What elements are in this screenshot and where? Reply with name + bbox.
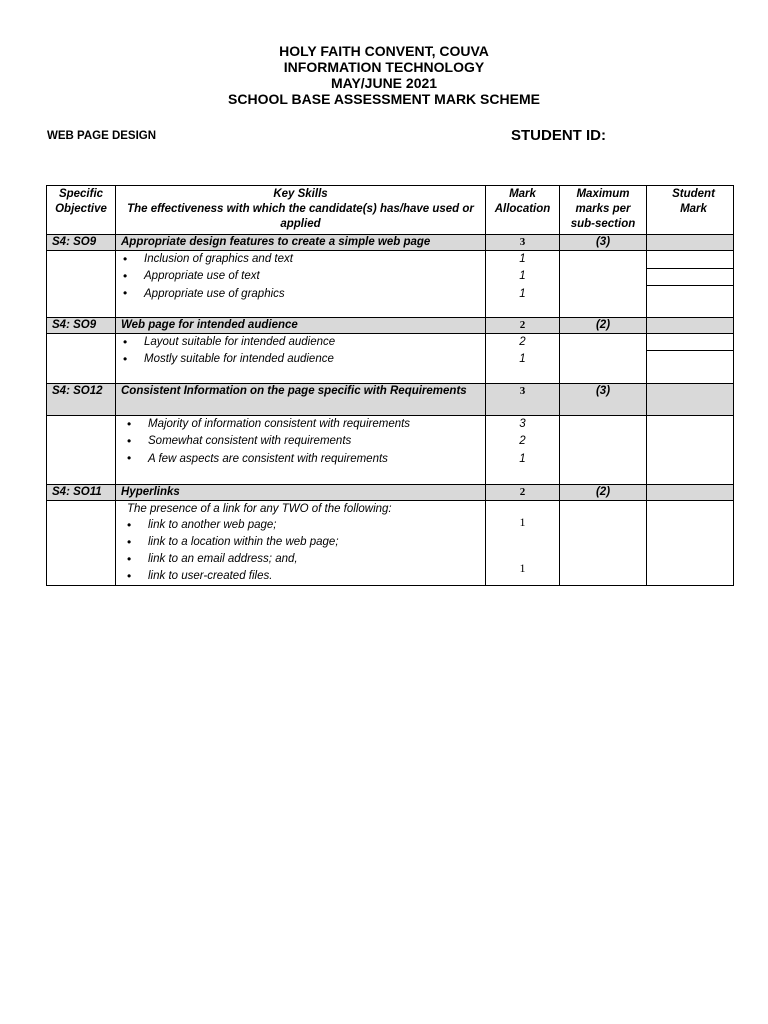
- section-row: [47, 485, 734, 501]
- item-mark: 1: [519, 561, 526, 575]
- section-mark: 2: [486, 485, 560, 501]
- empty-objective-cell: [47, 416, 116, 485]
- section-objective: S4: SO11: [47, 485, 116, 501]
- criteria-list-cell: [116, 501, 486, 586]
- section-items-row: [47, 334, 734, 384]
- list-item: • Layout suitable for intended audience: [121, 334, 480, 351]
- item-marks-cell: [486, 416, 560, 485]
- list-item: • Inclusion of graphics and text: [121, 251, 480, 268]
- item-mark: 1: [519, 515, 526, 529]
- criteria-list-cell: [116, 251, 486, 318]
- empty-max-cell: [560, 501, 647, 586]
- section-objective: S4: SO12: [47, 384, 116, 416]
- section-mark: 2: [486, 318, 560, 334]
- section-items-row: [47, 251, 734, 318]
- student-mark-cell[interactable]: [647, 384, 734, 416]
- header-objective: Specific Objective: [47, 186, 116, 235]
- section-max: (2): [560, 318, 647, 334]
- list-item: • link to a location within the web page;: [121, 534, 480, 551]
- student-mark-subcell[interactable]: [647, 334, 733, 351]
- hyperlinks-intro: The presence of a link for any TWO of the following:: [127, 503, 392, 515]
- student-mark-subcell[interactable]: [647, 269, 733, 286]
- mark-scheme-table: [46, 185, 734, 586]
- student-mark-subcells: [647, 251, 733, 286]
- section-max: (2): [560, 485, 647, 501]
- header-key-skills: [116, 186, 486, 235]
- section-items-row: [47, 416, 734, 485]
- criteria-list-cell: [116, 416, 486, 485]
- student-mark-cell[interactable]: [647, 251, 734, 318]
- list-item: • link to an email address; and,: [121, 551, 480, 568]
- header-max-marks: Maximum marks per sub-section: [560, 186, 647, 235]
- student-id-label: STUDENT ID:: [511, 127, 606, 144]
- list-item: • Majority of information consistent with requirements: [121, 416, 480, 433]
- item-mark: 2: [519, 336, 526, 348]
- student-mark-subcell[interactable]: [647, 251, 733, 269]
- student-mark-cell[interactable]: [647, 416, 734, 485]
- section-mark: 3: [486, 384, 560, 416]
- empty-max-cell: [560, 416, 647, 485]
- list-item: • link to another web page;: [121, 517, 480, 534]
- item-mark: 1: [519, 353, 526, 365]
- section-items-row: [47, 501, 734, 586]
- item-marks-cell: [486, 251, 560, 318]
- list-item: • Somewhat consistent with requirements: [121, 433, 480, 450]
- section-max: (3): [560, 235, 647, 251]
- section-row: [47, 384, 734, 416]
- item-mark: 1: [519, 253, 526, 265]
- student-mark-cell[interactable]: [647, 501, 734, 586]
- empty-objective-cell: [47, 334, 116, 384]
- section-row: [47, 235, 734, 251]
- item-marks-cell: [486, 501, 560, 586]
- item-mark: 1: [519, 453, 526, 465]
- list-item: • Appropriate use of text: [121, 268, 480, 285]
- section-title: Appropriate design features to create a simple web page: [116, 235, 486, 251]
- student-mark-cell[interactable]: [647, 318, 734, 334]
- student-mark-cell[interactable]: [647, 235, 734, 251]
- section-title: Hyperlinks: [116, 485, 486, 501]
- section-title: Consistent Information on the page specific with Requirements: [116, 384, 486, 416]
- section-row: [47, 318, 734, 334]
- section-objective: S4: SO9: [47, 235, 116, 251]
- header-mark-allocation: Mark Allocation: [486, 186, 560, 235]
- student-mark-cell[interactable]: [647, 485, 734, 501]
- student-mark-subcells: [647, 334, 733, 351]
- list-item: • link to user-created files.: [121, 568, 480, 585]
- assessment-topic: WEB PAGE DESIGN: [47, 130, 157, 142]
- header-key-skills-title: Key Skills: [273, 188, 328, 200]
- empty-max-cell: [560, 334, 647, 384]
- section-max: (3): [560, 384, 647, 416]
- criteria-list-cell: [116, 334, 486, 384]
- item-marks-cell: [486, 334, 560, 384]
- item-mark: 2: [519, 435, 526, 447]
- exam-session: MAY/JUNE 2021: [330, 75, 438, 91]
- section-mark: 3: [486, 235, 560, 251]
- item-mark: 1: [519, 270, 526, 282]
- list-item: • Mostly suitable for intended audience: [121, 351, 480, 368]
- section-title: Web page for intended audience: [116, 318, 486, 334]
- document-header: [0, 43, 768, 107]
- empty-objective-cell: [47, 501, 116, 586]
- item-mark: 1: [519, 288, 526, 300]
- table-header-row: [47, 186, 734, 235]
- item-mark: 3: [519, 418, 526, 430]
- empty-objective-cell: [47, 251, 116, 318]
- header-key-skills-subtitle: The effectiveness with which the candidate(s) has/have used or applied: [127, 203, 474, 230]
- list-item: • Appropriate use of graphics: [121, 285, 480, 303]
- scheme-title: SCHOOL BASE ASSESSMENT MARK SCHEME: [228, 91, 540, 107]
- student-mark-cell[interactable]: [647, 334, 734, 384]
- subject-title: INFORMATION TECHNOLOGY: [283, 59, 485, 75]
- empty-max-cell: [560, 251, 647, 318]
- list-item: • A few aspects are consistent with requirements: [121, 450, 480, 468]
- section-objective: S4: SO9: [47, 318, 116, 334]
- header-student-mark: Student Mark: [647, 186, 734, 235]
- school-name: HOLY FAITH CONVENT, COUVA: [279, 43, 489, 59]
